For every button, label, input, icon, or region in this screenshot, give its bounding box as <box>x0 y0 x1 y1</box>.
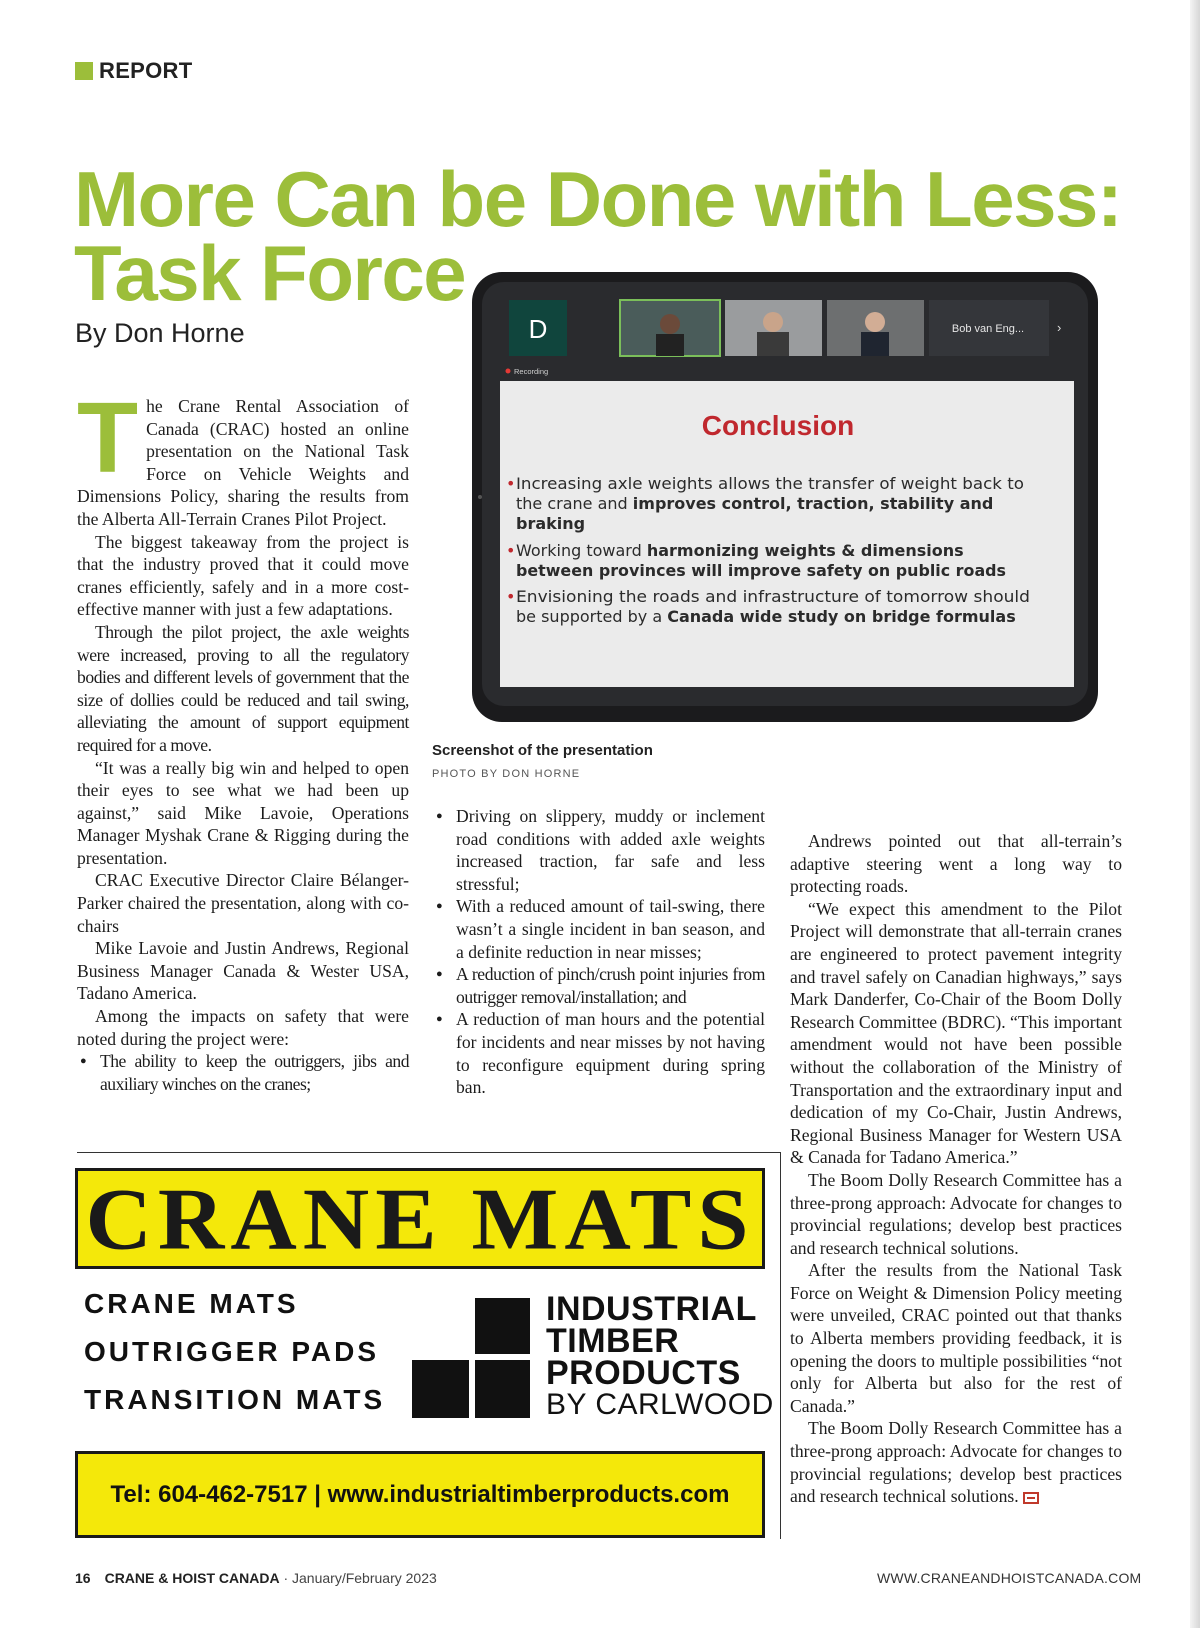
slide-text <box>516 541 964 560</box>
industrial-timber-logo-icon <box>412 1298 530 1418</box>
slide-text-part: Working toward <box>516 541 647 560</box>
article-column-1 <box>77 382 409 1095</box>
paragraph-text: he Crane Rental Association of Canada (CRAC) hosted an online presentation on the National Task Force on Vehicle Weights and Dimensions Policy, sharing the results from the Alberta All-Terrain Cranes Pilot Project. <box>77 396 409 529</box>
ad-product-item: TRANSITION MATS <box>84 1384 386 1415</box>
slide-title: Conclusion <box>701 410 855 441</box>
slide-text-bold: harmonizing weights & dimensions <box>646 541 964 560</box>
slide-text-bold: Canada wide study on bridge formulas <box>667 607 1016 626</box>
footer-website[interactable]: WWW.CRANEANDHOISTCANADA.COM <box>877 1570 1142 1586</box>
magazine-name: CRANE & HOIST CANADA <box>104 1570 280 1586</box>
paragraph: The biggest takeaway from the project is that the industry proved that it could move cranes efficiently, safely and in a more cost-effective manner with just a few adaptations. <box>77 531 409 620</box>
drop-cap: T <box>77 382 139 494</box>
paragraph <box>790 1417 1122 1507</box>
chevron-right-icon: › <box>1057 320 1062 335</box>
footer-left <box>75 1570 437 1586</box>
ad-banner[interactable] <box>75 1168 765 1269</box>
byline: By Don Horne <box>75 318 245 348</box>
slide-text-bold: improves control, traction, stability and <box>632 494 994 513</box>
participant-head-icon <box>660 314 680 334</box>
paragraph: “We expect this amendment to the Pilot Project will demonstrate that all-terrain cranes are engineered to protect pavement integrity and travel safely on Canadian highways,” says Mark Danderfer, Co-Chair of the Boom Dolly Research Committee (BDRC). “This important amendment would not have been possible without the collaboration of the Ministry of Transportation and the extraordinary input and dedication of my Co-Chair, Justin Andrews, Regional Business Manager for Western USA & Canada for Tadano America.” <box>790 898 1122 1168</box>
paragraph: Among the impacts on safety that were noted during the project were: <box>77 1006 409 1049</box>
paragraph: CRAC Executive Director Claire Bélanger-Parker chaired the presentation, along with co-chairs <box>77 870 409 936</box>
paragraph: Through the pilot project, the axle weights were increased, proving to all the regulatory bodies and different levels of government that the size of dollies could be reduced and tail swing, alleviating the amount of support equipment required for a move. <box>77 621 409 755</box>
article-column-3 <box>790 830 1122 1508</box>
slide-text-bold: braking <box>516 514 586 533</box>
slide-bullet-icon: • <box>506 587 516 606</box>
slide-text-bold: between provinces will improve safety on public roads <box>516 561 1006 580</box>
slide-bullets <box>506 474 1030 626</box>
section-label: REPORT <box>99 58 193 83</box>
list-item: ● A reduction of man hours and the potential for incidents and near misses by not having to reconfigure equipment during spring ban. <box>433 1008 765 1098</box>
participant-name: Bob van Eng... <box>951 323 1025 335</box>
page-edge <box>1190 0 1200 1628</box>
participant-body-icon <box>656 334 684 356</box>
photo-credit: PHOTO BY DON HORNE <box>432 768 581 780</box>
headline-line-2: Task Force <box>74 229 466 317</box>
recording-label: Recording <box>514 367 549 376</box>
paragraph: Andrews pointed out that all-terrain’s adaptive steering went a long way to protecting roads. <box>790 831 1122 897</box>
safety-impacts-list <box>77 1050 409 1095</box>
participant-head-icon <box>763 312 783 332</box>
ad-brand-line: INDUSTRIAL <box>546 1290 757 1328</box>
participant-body-icon <box>861 332 889 356</box>
paragraph: Mike Lavoie and Justin Andrews, Regional Business Manager Canada & Wester USA, Tadano America. <box>77 938 409 1004</box>
slide-text: Envisioning the roads and infrastructure of tomorrow should <box>516 587 1030 606</box>
paragraph-text: The Boom Dolly Research Committee has a three-prong approach: Advocate for changes to provincial regulations; develop best practices and research technical solutions. <box>790 1418 1122 1507</box>
slide-bullet-icon: • <box>506 541 516 560</box>
ad-brand-line: TIMBER <box>546 1322 680 1360</box>
page-number: 16 <box>75 1570 91 1586</box>
participant-initial: D <box>528 314 548 344</box>
list-item: ● A reduction of pinch/crush point injuries from outrigger removal/installation; and <box>433 963 765 1008</box>
list-item: ● With a reduced amount of tail-swing, there wasn’t a single incident in ban season, and a definite reduction in near misses; <box>433 895 765 963</box>
headline-line-1: More Can be Done with Less: <box>74 155 1122 243</box>
ad-contact-bar[interactable]: Tel: 604-462-7517 | www.industrialtimberproducts.com <box>75 1451 765 1538</box>
paragraph: The Boom Dolly Research Committee has a three-prong approach: Advocate for changes to provincial regulations; develop best practices and research technical solutions. <box>790 1169 1122 1258</box>
slide-text <box>516 607 1016 626</box>
ad-brand-line: PRODUCTS <box>546 1354 741 1392</box>
paragraph: After the results from the National Task Force on Weight & Dimension Policy meeting were unveiled, CRAC pointed out that thanks to Alberta members providing feedback, it is opening the doors to multiple possibilities “not only for Alberta but also for the rest of Canada.” <box>790 1260 1122 1416</box>
tablet-camera-icon <box>478 495 482 499</box>
participant-body-icon <box>757 332 789 356</box>
ad-divider-side <box>780 1152 781 1539</box>
section-tag <box>75 58 192 84</box>
section-square-icon <box>75 62 93 80</box>
paragraph: “It was a really big win and helped to open their eyes to see what we had been up against,” said Mike Lavoie, Operations Manager Myshak Crane & Rigging during the presentation. <box>77 757 409 868</box>
presentation-photo <box>472 272 1098 722</box>
ad-product-item: OUTRIGGER PADS <box>84 1336 380 1367</box>
photo-caption: Screenshot of the presentation <box>432 742 653 759</box>
issue-date: · January/February 2023 <box>279 1570 437 1586</box>
recording-dot-icon <box>506 369 511 374</box>
slide-text <box>516 494 993 513</box>
ad-divider-top <box>77 1152 780 1153</box>
slide-bullet-icon: • <box>506 474 516 493</box>
ad-banner-text: CRANE MATS <box>85 1170 755 1267</box>
ad-brand <box>546 1290 774 1421</box>
ad-product-list <box>84 1288 385 1432</box>
slide-text-part: the crane and <box>516 494 633 513</box>
slide-text: Increasing axle weights allows the transfer of weight back to <box>516 474 1024 493</box>
ad-brand-byline: BY CARLWOOD <box>546 1388 774 1421</box>
ad-product-item: CRANE MATS <box>84 1288 299 1319</box>
slide-text-part: be supported by a <box>516 607 668 626</box>
article-column-2 <box>433 805 765 1099</box>
list-item: ● Driving on slippery, muddy or inclement road conditions with added axle weights increased traction, far safe and less stressful; <box>433 805 765 895</box>
end-mark-icon <box>1023 1492 1039 1504</box>
list-item: ● The ability to keep the outriggers, jibs and auxiliary winches on the cranes; <box>77 1050 409 1095</box>
paragraph <box>77 382 409 531</box>
participant-head-icon <box>865 312 885 332</box>
safety-impacts-list-continued <box>433 805 765 1099</box>
